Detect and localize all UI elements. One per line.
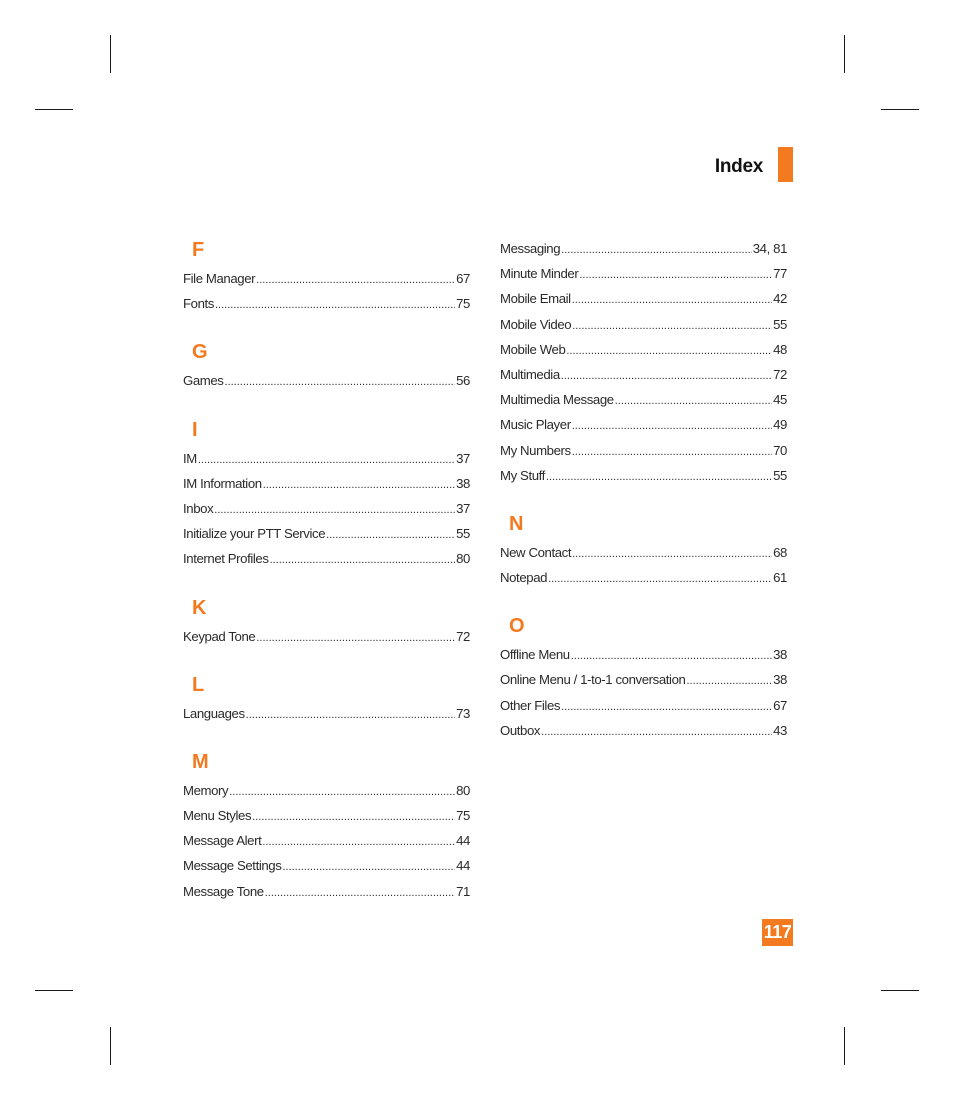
entry-page: 49	[773, 417, 787, 433]
entry-page: 72	[773, 366, 787, 382]
dot-leader	[256, 268, 455, 293]
entry-page: 70	[773, 442, 787, 458]
entry-term: File Manager	[183, 271, 256, 286]
dot-leader	[270, 548, 456, 573]
index-entry	[500, 337, 787, 362]
entry-term: Keypad Tone	[183, 628, 256, 644]
index-entry	[500, 412, 787, 437]
entry-page: 42	[773, 291, 787, 307]
dot-leader	[265, 881, 455, 906]
entry-page: 45	[773, 392, 787, 408]
dot-leader	[256, 626, 455, 651]
entry-page: 75	[456, 296, 470, 312]
entry-page: 55	[773, 467, 787, 483]
index-entry	[183, 496, 470, 521]
entry-page: 80	[456, 782, 470, 798]
crop-mark	[844, 1027, 845, 1065]
entry-page: 68	[773, 544, 787, 560]
entry-page: 67	[456, 271, 470, 286]
dot-leader	[262, 830, 455, 855]
dot-leader	[572, 288, 772, 313]
entry-term: Online Menu / 1-to-1 conversation	[500, 672, 686, 688]
section-letter: I	[192, 418, 198, 441]
index-entry	[500, 642, 787, 667]
index-entry	[500, 667, 787, 692]
entry-page: 71	[456, 883, 470, 899]
dot-leader	[215, 293, 455, 318]
index-entry	[183, 879, 470, 904]
index-entry	[500, 565, 787, 590]
crop-mark	[110, 35, 111, 73]
section-letter: G	[192, 341, 208, 364]
entry-page: 38	[773, 647, 787, 663]
dot-leader	[548, 567, 772, 592]
dot-leader	[282, 855, 455, 880]
index-section	[183, 748, 470, 904]
entry-page: 55	[456, 526, 470, 542]
dot-leader	[615, 389, 772, 414]
index-entry	[183, 546, 470, 571]
index-section	[500, 510, 787, 590]
dot-leader	[326, 523, 455, 548]
dot-leader	[546, 465, 772, 490]
index-entry	[500, 362, 787, 387]
entry-page: 77	[773, 266, 787, 282]
crop-mark	[881, 990, 919, 991]
entry-page: 34, 81	[752, 241, 787, 256]
dot-leader	[541, 720, 772, 745]
index-entry	[183, 291, 470, 316]
entry-term: My Stuff	[500, 467, 545, 483]
header-accent-tab	[778, 147, 793, 182]
entry-term: Mobile Video	[500, 316, 572, 332]
entry-page: 73	[456, 705, 470, 721]
dot-leader	[571, 644, 772, 669]
index-entry	[500, 693, 787, 718]
entry-page: 37	[456, 450, 470, 466]
index-entry	[183, 446, 470, 471]
dot-leader	[198, 448, 455, 473]
entry-term: Menu Styles	[183, 808, 252, 824]
entry-term: New Contact	[500, 544, 572, 560]
dot-leader	[561, 238, 752, 263]
entry-term: Message Settings	[183, 858, 282, 874]
dot-leader	[263, 473, 455, 498]
entry-page: 37	[456, 500, 470, 516]
index-entry	[500, 312, 787, 337]
entry-term: Mobile Web	[500, 341, 566, 357]
entry-term: Outbox	[500, 722, 541, 738]
index-section	[183, 594, 470, 649]
dot-leader	[572, 414, 772, 439]
index-entry	[183, 778, 470, 803]
index-entry	[183, 853, 470, 878]
page-number: 117	[762, 919, 793, 946]
index-section	[500, 236, 787, 488]
crop-mark	[844, 35, 845, 73]
dot-leader	[561, 364, 772, 389]
entry-term: Internet Profiles	[183, 551, 269, 567]
entry-term: Message Alert	[183, 833, 262, 849]
section-letter: K	[192, 596, 207, 619]
entry-term: Other Files	[500, 697, 561, 713]
entry-page: 80	[456, 551, 470, 567]
entry-page: 56	[456, 373, 470, 389]
entry-page: 67	[773, 697, 787, 713]
section-letter: F	[192, 239, 205, 261]
page-title: Index	[714, 156, 763, 177]
entry-term: Message Tone	[183, 883, 264, 899]
index-entry	[500, 286, 787, 311]
entry-term: Multimedia Message	[500, 392, 614, 408]
section-letter: M	[192, 750, 209, 773]
dot-leader	[579, 263, 772, 288]
entry-page: 75	[456, 808, 470, 824]
index-entry	[183, 828, 470, 853]
index-entry	[500, 718, 787, 743]
index-entry	[500, 540, 787, 565]
index-entry	[183, 701, 470, 726]
index-entry	[183, 624, 470, 649]
index-entry	[183, 521, 470, 546]
dot-leader	[214, 498, 455, 523]
entry-page: 43	[773, 722, 787, 738]
index-entry	[500, 463, 787, 488]
entry-page: 55	[773, 316, 787, 332]
entry-term: Games	[183, 373, 224, 389]
index-column-right	[500, 236, 787, 765]
index-section	[183, 338, 470, 393]
index-entry	[500, 236, 787, 261]
entry-term: Offline Menu	[500, 647, 570, 663]
index-section	[183, 671, 470, 726]
dot-leader	[561, 695, 772, 720]
dot-leader	[572, 440, 772, 465]
entry-term: Inbox	[183, 500, 214, 516]
entry-page: 44	[456, 858, 470, 874]
dot-leader	[252, 805, 455, 830]
entry-page: 61	[773, 570, 787, 586]
entry-term: Mobile Email	[500, 291, 571, 307]
entry-term: IM Information	[183, 475, 262, 491]
dot-leader	[246, 703, 455, 728]
entry-term: Memory	[183, 782, 229, 798]
section-letter: N	[509, 512, 524, 535]
entry-page: 72	[456, 628, 470, 644]
index-entry	[183, 368, 470, 393]
index-entry	[183, 803, 470, 828]
dot-leader	[225, 370, 456, 395]
crop-mark	[35, 109, 73, 110]
dot-leader	[572, 542, 772, 567]
dot-leader	[229, 780, 455, 805]
entry-term: IM	[183, 450, 197, 466]
section-letter: L	[192, 673, 205, 696]
index-entry	[183, 471, 470, 496]
entry-term: Music Player	[500, 417, 571, 433]
dot-leader	[572, 314, 772, 339]
index-entry	[500, 387, 787, 412]
entry-page: 48	[773, 341, 787, 357]
index-column-left	[183, 236, 470, 926]
crop-mark	[110, 1027, 111, 1065]
entry-term: Initialize your PTT Service	[183, 526, 326, 542]
entry-page: 38	[456, 475, 470, 491]
entry-term: Languages	[183, 705, 245, 721]
entry-term: Notepad	[500, 570, 548, 586]
index-section	[500, 612, 787, 743]
dot-leader	[566, 339, 772, 364]
crop-mark	[35, 990, 73, 991]
entry-term: My Numbers	[500, 442, 571, 458]
entry-term: Multimedia	[500, 366, 560, 382]
index-section	[183, 236, 470, 316]
entry-page: 38	[773, 672, 787, 688]
entry-page: 44	[456, 833, 470, 849]
index-entry	[500, 261, 787, 286]
dot-leader	[686, 669, 772, 694]
index-entry	[500, 438, 787, 463]
entry-term: Messaging	[500, 241, 561, 256]
section-letter: O	[509, 615, 525, 638]
index-section	[183, 416, 470, 572]
entry-term: Minute Minder	[500, 266, 579, 282]
index-entry	[183, 266, 470, 291]
entry-term: Fonts	[183, 296, 214, 312]
crop-mark	[881, 109, 919, 110]
